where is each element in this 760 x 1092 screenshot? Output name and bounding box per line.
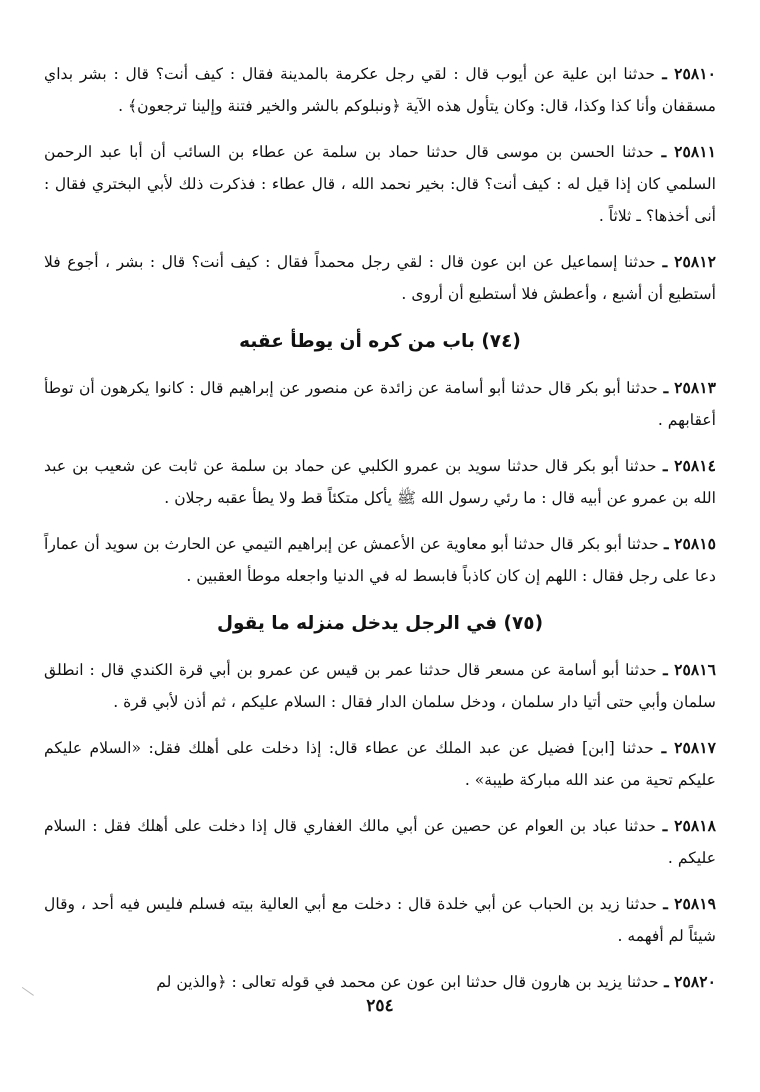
hadith-entry: ٢٥٨١٧ ـ حدثنا [ابن] فضيل عن عبد الملك عن عطاء قال: إذا دخلت على أهلك فقل: «السلام عليكم عليكم تحية من عند الله مباركة طيبة» .: [44, 738, 716, 789]
hadith-entry: ٢٥٨١٣ ـ حدثنا أبو بكر قال حدثنا أبو أسامة عن زائدة عن منصور عن إبراهيم قال : كانوا يكرهون أن توطأ أعقابهم .: [44, 378, 716, 429]
hadith-text: حدثنا الحسن بن موسى قال حدثنا حماد بن سلمة عن عطاء بن السائب أن أبا عبد الرحمن السلمي كان إذا قيل له : كيف أنت؟ قال: بخير نحمد الله ، قال عطاء : فذكرت ذلك لأبي البختري فقال : أنى أخذها؟ ـ ثلاثاً .: [44, 143, 716, 225]
hadith-entry: ٢٥٨٢٠ ـ حدثنا يزيد بن هارون قال حدثنا ابن عون عن محمد في قوله تعالى : ﴿والذين لم: [156, 972, 716, 991]
hadith-number: ٢٥٨١٩: [674, 894, 716, 913]
hadith-number: ٢٥٨١١: [674, 142, 716, 161]
hadith-number: ٢٥٨٢٠: [674, 972, 716, 991]
hadith-text: حدثنا أبو أسامة عن مسعر قال حدثنا عمر بن قيس عن عمرو بن أبي قرة الكندي قال : انطلق سلمان وأبي حتى أتيا دار سلمان ، ودخل سلمان الدار فقال : السلام عليكم ، ثم أذن لأبي قرة .: [44, 661, 716, 711]
hadith-entry: ٢٥٨١٥ ـ حدثنا أبو بكر قال حدثنا أبو معاوية عن الأعمش عن إبراهيم التيمي عن الحارث بن سويد أن عماراً دعا على رجل فقال : اللهم إن كان كاذباً فابسط له في الدنيا واجعله موطأ العقبين .: [44, 534, 716, 585]
hadith-text: حدثنا أبو بكر قال حدثنا أبو معاوية عن الأعمش عن إبراهيم التيمي عن الحارث بن سويد أن عماراً دعا على رجل فقال : اللهم إن كان كاذباً فابسط له في الدنيا واجعله موطأ العقبين .: [44, 535, 716, 585]
chapter-heading-74: (٧٤) باب من كره أن يوطأ عقبه: [239, 331, 521, 352]
hadith-entry: ٢٥٨١١ ـ حدثنا الحسن بن موسى قال حدثنا حماد بن سلمة عن عطاء بن السائب أن أبا عبد الرحمن السلمي كان إذا قيل له : كيف أنت؟ قال: بخير نحمد الله ، قال عطاء : فذكرت ذلك لأبي البختري فقال : أنى أخذها؟ ـ ثلاثاً .: [44, 142, 716, 225]
hadith-entry: ٢٥٨١٤ ـ حدثنا أبو بكر قال حدثنا سويد بن عمرو الكلبي عن حماد بن سلمة عن ثابت عن شعيب بن عبد الله بن عمرو عن أبيه قال : ما رئي رسول الله ﷺ يأكل متكئاً قط ولا يطأ عقبه رجلان .: [44, 456, 716, 507]
hadith-number: ٢٥٨١٨: [674, 816, 716, 835]
chapter-heading-75: (٧٥) في الرجل يدخل منزله ما يقول: [216, 613, 544, 634]
hadith-text: حدثنا إسماعيل عن ابن عون قال : لقي رجل محمداً فقال : كيف أنت؟ قال : بشر ، أجوع فلا أستطيع أن أشبع ، وأعطش فلا أستطيع أن أروى .: [44, 253, 716, 303]
hadith-text: حدثنا ابن علية عن أيوب قال : لقي رجل عكرمة بالمدينة فقال : كيف أنت؟ قال : بشر بداي مسقفان وأنا كذا وكذا، قال: وكان يتأول هذه الآية ﴿ونبلوكم بالشر والخير فتنة وإلينا ترجعون﴾ .: [44, 65, 716, 115]
hadith-number: ٢٥٨١٤: [674, 456, 716, 475]
page-body: [44, 58, 716, 1012]
hadith-number: ٢٥٨١٣: [674, 378, 716, 397]
hadith-number: ٢٥٨١٢: [674, 252, 716, 271]
hadith-entry: ٢٥٨١٢ ـ حدثنا إسماعيل عن ابن عون قال : لقي رجل محمداً فقال : كيف أنت؟ قال : بشر ، أجوع فلا أستطيع أن أشبع ، وأعطش فلا أستطيع أن أروى .: [44, 252, 716, 303]
hadith-number: ٢٥٨١٦: [674, 660, 716, 679]
hadith-text: حدثنا عباد بن العوام عن حصين عن أبي مالك الغفاري قال إذا دخلت على أهلك فقل : السلام عليكم .: [44, 817, 716, 867]
hadith-entry: ٢٥٨١٠ ـ حدثنا ابن علية عن أيوب قال : لقي رجل عكرمة بالمدينة فقال : كيف أنت؟ قال : بشر بداي مسقفان وأنا كذا وكذا، قال: وكان يتأول هذه الآية ﴿ونبلوكم بالشر والخير فتنة وإلينا ترجعون﴾ .: [44, 64, 716, 115]
hadith-text: حدثنا أبو بكر قال حدثنا أبو أسامة عن زائدة عن منصور عن إبراهيم قال : كانوا يكرهون أن توطأ أعقابهم .: [44, 379, 716, 429]
hadith-entry: ٢٥٨١٩ ـ حدثنا زيد بن الحباب عن أبي خلدة قال : دخلت مع أبي العالية بيته فسلم فليس فيه أحد ، وقال شيئاً لم أفهمه .: [44, 894, 716, 945]
hadith-text: حدثنا [ابن] فضيل عن عبد الملك عن عطاء قال: إذا دخلت على أهلك فقل: «السلام عليكم عليكم تحية من عند الله مباركة طيبة» .: [44, 739, 716, 789]
hadith-text: حدثنا أبو بكر قال حدثنا سويد بن عمرو الكلبي عن حماد بن سلمة عن ثابت عن شعيب بن عبد الله بن عمرو عن أبيه قال : ما رئي رسول الله ﷺ يأكل متكئاً قط ولا يطأ عقبه رجلان .: [44, 457, 716, 507]
page-number: ٢٥٤: [366, 996, 394, 1016]
hadith-entry: ٢٥٨١٨ ـ حدثنا عباد بن العوام عن حصين عن أبي مالك الغفاري قال إذا دخلت على أهلك فقل : السلام عليكم .: [44, 816, 716, 867]
hadith-number: ٢٥٨١٠: [674, 64, 716, 83]
hadith-entry: ٢٥٨١٦ ـ حدثنا أبو أسامة عن مسعر قال حدثنا عمر بن قيس عن عمرو بن أبي قرة الكندي قال : انطلق سلمان وأبي حتى أتيا دار سلمان ، ودخل سلمان الدار فقال : السلام عليكم ، ثم أذن لأبي قرة .: [44, 660, 716, 711]
hadith-number: ٢٥٨١٥: [674, 534, 716, 553]
hadith-text: حدثنا زيد بن الحباب عن أبي خلدة قال : دخلت مع أبي العالية بيته فسلم فليس فيه أحد ، وقال شيئاً لم أفهمه .: [44, 895, 716, 945]
hadith-text: حدثنا يزيد بن هارون قال حدثنا ابن عون عن محمد في قوله تعالى : ﴿والذين لم: [156, 973, 659, 991]
hadith-number: ٢٥٨١٧: [674, 738, 716, 757]
